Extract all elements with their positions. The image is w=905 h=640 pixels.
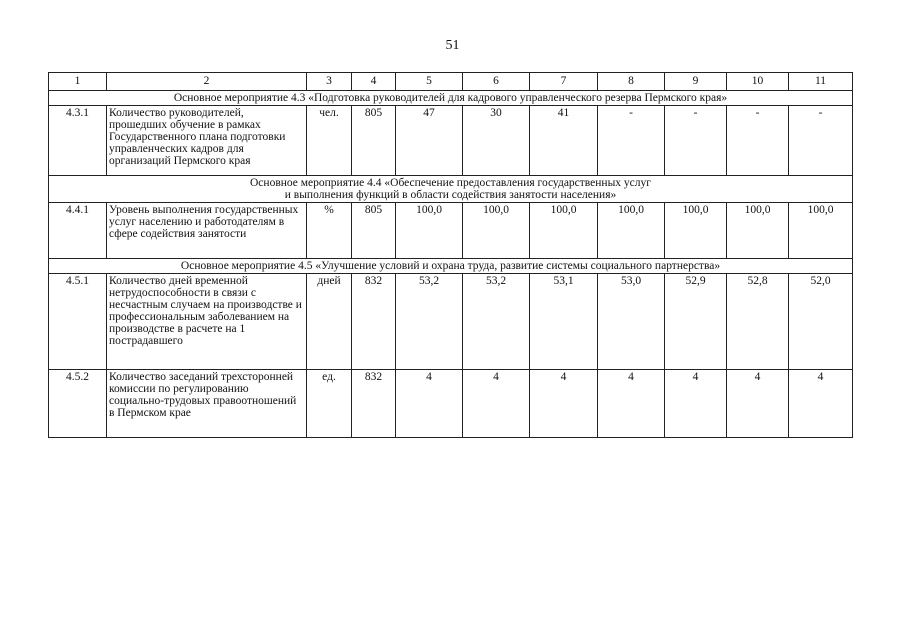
value-cell: 100,0 (598, 203, 665, 259)
value-cell: 832 (352, 274, 396, 370)
value-cell: 53,2 (463, 274, 530, 370)
section-row (49, 91, 853, 106)
unit-cell: ед. (307, 370, 352, 438)
header-cell: 4 (352, 73, 396, 91)
indicator-name: Уровень выполнения государственных услуг населению и работодателям в сфере содействия занятости (107, 203, 307, 259)
value-cell: 832 (352, 370, 396, 438)
table-row (49, 274, 853, 370)
value-cell: 53,0 (598, 274, 665, 370)
row-number: 4.4.1 (49, 203, 107, 259)
value-cell: 4 (598, 370, 665, 438)
header-cell: 9 (665, 73, 727, 91)
indicators-table (48, 72, 853, 438)
section-row (49, 176, 853, 203)
value-cell: 4 (665, 370, 727, 438)
value-cell: 52,0 (789, 274, 853, 370)
value-cell: 47 (396, 106, 463, 176)
row-number: 4.5.1 (49, 274, 107, 370)
value-cell: 100,0 (530, 203, 598, 259)
header-cell: 1 (49, 73, 107, 91)
table-row (49, 203, 853, 259)
section-title: Основное мероприятие 4.5 «Улучшение условий и охрана труда, развитие системы социального партнерства» (49, 259, 853, 274)
row-number: 4.5.2 (49, 370, 107, 438)
header-cell: 2 (107, 73, 307, 91)
value-cell: 100,0 (789, 203, 853, 259)
value-cell: 52,8 (727, 274, 789, 370)
value-cell: 52,9 (665, 274, 727, 370)
value-cell: 53,1 (530, 274, 598, 370)
table-row (49, 370, 853, 438)
indicator-name: Количество дней временной нетрудоспособности в связи с несчастным случаем на производстве и профессиональным заболеванием на производстве в расчете на 1 пострадавшего (107, 274, 307, 370)
row-number: 4.3.1 (49, 106, 107, 176)
value-cell: 4 (530, 370, 598, 438)
value-cell: 100,0 (665, 203, 727, 259)
unit-cell: % (307, 203, 352, 259)
value-cell: 41 (530, 106, 598, 176)
value-cell: 4 (396, 370, 463, 438)
value-cell: - (665, 106, 727, 176)
header-row (49, 73, 853, 91)
unit-cell: дней (307, 274, 352, 370)
table-row (49, 106, 853, 176)
header-cell: 8 (598, 73, 665, 91)
header-cell: 3 (307, 73, 352, 91)
value-cell: 100,0 (463, 203, 530, 259)
value-cell: - (598, 106, 665, 176)
header-cell: 6 (463, 73, 530, 91)
value-cell: - (727, 106, 789, 176)
value-cell: 4 (727, 370, 789, 438)
value-cell: 4 (463, 370, 530, 438)
value-cell: - (789, 106, 853, 176)
value-cell: 100,0 (396, 203, 463, 259)
value-cell: 53,2 (396, 274, 463, 370)
value-cell: 4 (789, 370, 853, 438)
unit-cell: чел. (307, 106, 352, 176)
header-cell: 5 (396, 73, 463, 91)
header-cell: 7 (530, 73, 598, 91)
header-cell: 11 (789, 73, 853, 91)
header-cell: 10 (727, 73, 789, 91)
section-title: Основное мероприятие 4.4 «Обеспечение предоставления государственных услуг и выполнения функций в области содействия занятости населения» (49, 176, 853, 203)
value-cell: 805 (352, 203, 396, 259)
section-row (49, 259, 853, 274)
indicator-name: Количество руководителей, прошедших обучение в рамках Государственного плана подготовки управленческих кадров для организаций Пермского края (107, 106, 307, 176)
page-number: 51 (445, 38, 460, 53)
value-cell: 100,0 (727, 203, 789, 259)
indicator-name: Количество заседаний трехсторонней комиссии по регулированию социально-трудовых правоотношений в Пермском крае (107, 370, 307, 438)
value-cell: 805 (352, 106, 396, 176)
value-cell: 30 (463, 106, 530, 176)
section-title: Основное мероприятие 4.3 «Подготовка руководителей для кадрового управленческого резерва Пермского края» (49, 91, 853, 106)
